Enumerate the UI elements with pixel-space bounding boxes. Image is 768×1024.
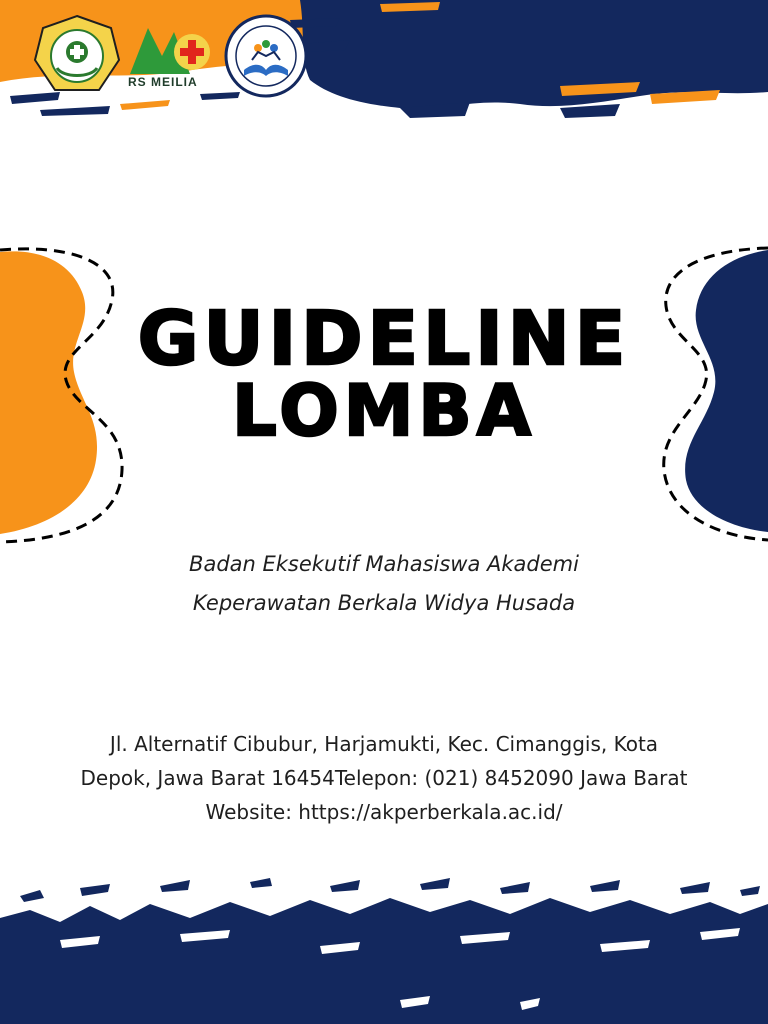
page-title-line-1: GUIDELINE <box>137 296 631 382</box>
address-line-2: Depok, Jawa Barat 16454Telepon: (021) 8452090 Jawa Barat <box>80 766 688 790</box>
bem-seal-icon <box>222 14 310 98</box>
top-left-orange-strokes <box>120 100 170 110</box>
academy-seal-icon <box>33 14 121 98</box>
rs-meilia-label: RS MEILIA <box>128 75 198 89</box>
address-line-1: Jl. Alternatif Cibubur, Harjamukti, Kec. Cimanggis, Kota <box>109 732 659 756</box>
rs-meilia-logo-icon <box>128 22 214 76</box>
organization-line-2: Keperawatan Berkala Widya Husada <box>192 591 576 615</box>
website-line: Website: https://akperberkala.ac.id/ <box>205 800 563 824</box>
bottom-navy-brush <box>0 898 768 1024</box>
organization-line-1: Badan Eksekutif Mahasiswa Akademi <box>189 552 579 576</box>
page-title-line-2: LOMBA <box>232 370 536 452</box>
